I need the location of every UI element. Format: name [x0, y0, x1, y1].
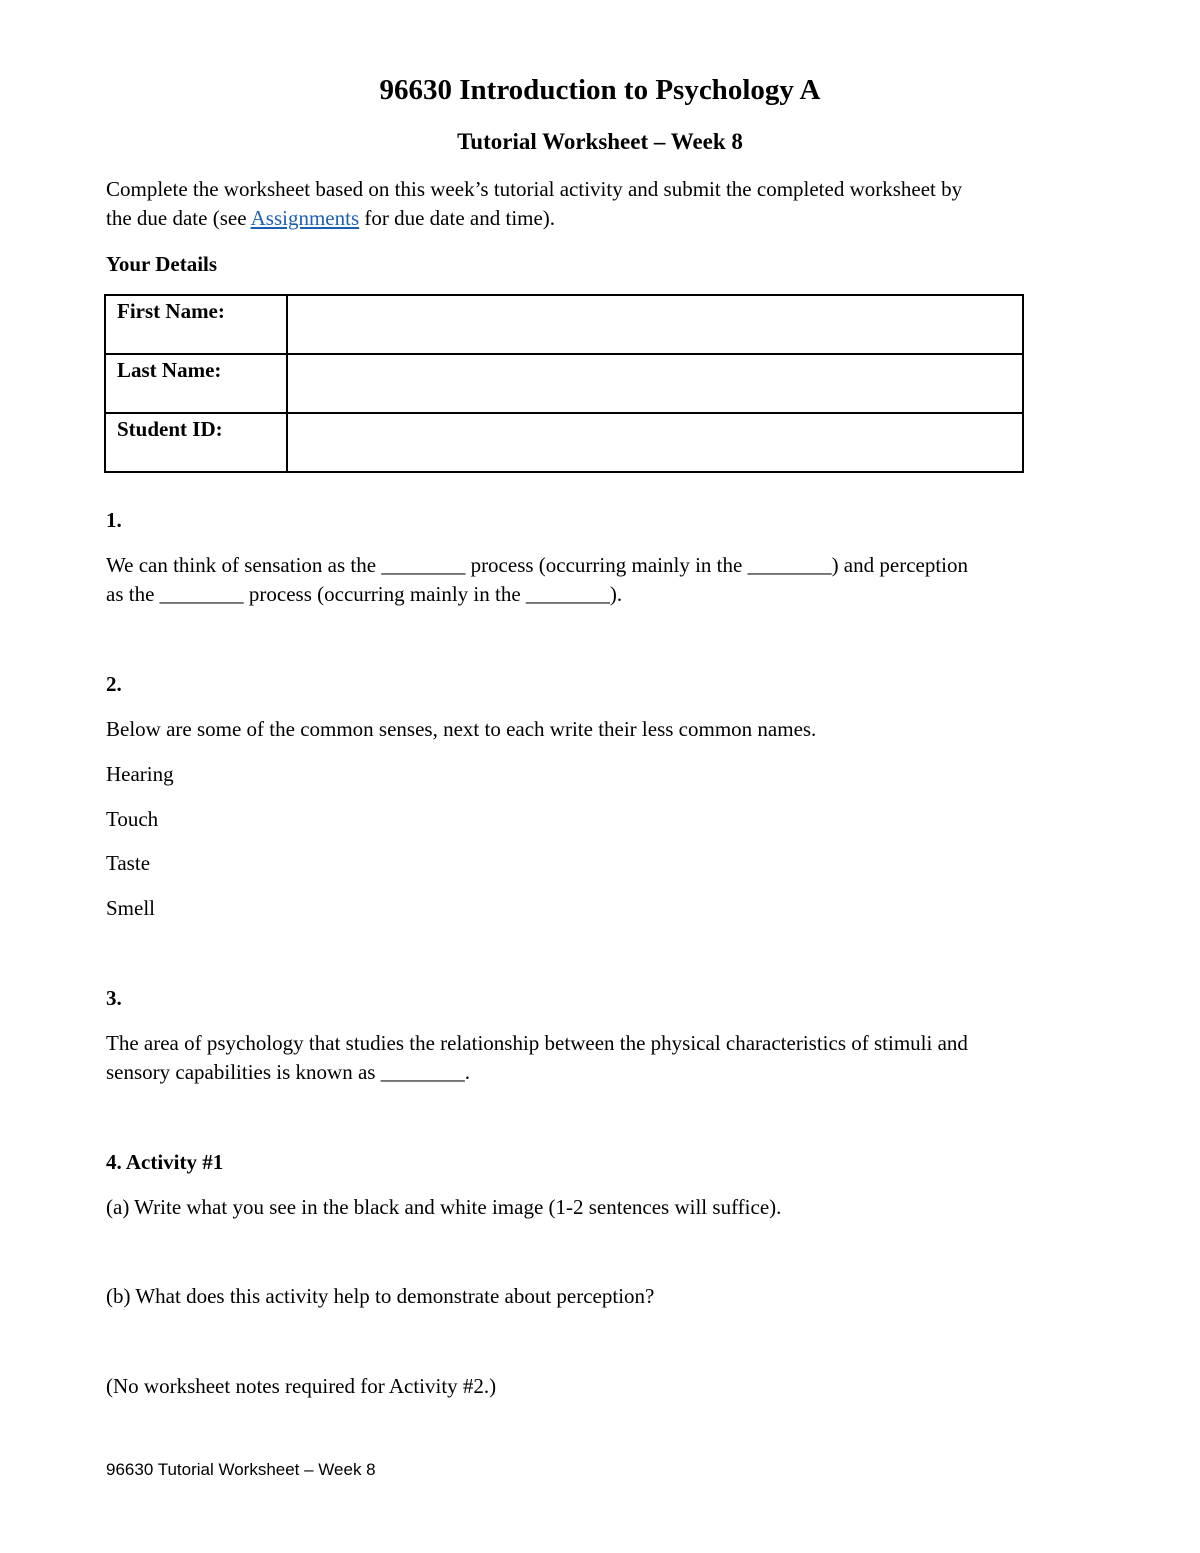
- page-title: 96630 Introduction to Psychology A: [379, 74, 821, 106]
- intro-line-1: Complete the worksheet based on this week’s tutorial activity and submit the completed worksheet by: [106, 177, 963, 201]
- question-4-heading: 4. Activity #1: [106, 1150, 224, 1174]
- question-3-line-1: The area of psychology that studies the relationship between the physical characteristics of stimuli and: [106, 1031, 968, 1055]
- question-2-prompt: Below are some of the common senses, next to each write their less common names.: [106, 717, 817, 741]
- question-1-line-2: as the ________ process (occurring mainly in the ________).: [106, 582, 623, 606]
- intro-line-2: [106, 205, 555, 232]
- sense-touch: Touch: [106, 807, 159, 831]
- table-row: [105, 295, 1023, 354]
- question-4-part-b: (b) What does this activity help to demonstrate about perception?: [106, 1284, 655, 1308]
- question-1-line-1: We can think of sensation as the ________ process (occurring mainly in the ________) and perception: [106, 553, 969, 577]
- first-name-label: First Name:: [105, 295, 287, 354]
- last-name-label: Last Name:: [105, 354, 287, 413]
- student-id-label: Student ID:: [105, 413, 287, 472]
- first-name-field[interactable]: [287, 295, 1023, 354]
- assignments-link[interactable]: Assignments: [250, 206, 360, 230]
- question-4-part-a: (a) Write what you see in the black and white image (1-2 sentences will suffice).: [106, 1195, 782, 1219]
- activity-2-note: (No worksheet notes required for Activity #2.): [106, 1374, 497, 1398]
- intro-text-before: the due date (see: [106, 206, 251, 230]
- sense-hearing: Hearing: [106, 762, 174, 786]
- table-row: [105, 354, 1023, 413]
- details-heading: Your Details: [106, 252, 218, 276]
- sense-smell: Smell: [106, 896, 156, 920]
- table-row: [105, 413, 1023, 472]
- sense-taste: Taste: [106, 851, 151, 875]
- page-subtitle: Tutorial Worksheet – Week 8: [457, 129, 743, 154]
- question-1-number: 1.: [106, 508, 122, 532]
- student-id-field[interactable]: [287, 413, 1023, 472]
- page-footer: 96630 Tutorial Worksheet – Week 8: [106, 1460, 376, 1479]
- question-2-number: 2.: [106, 672, 122, 696]
- question-3-line-2: sensory capabilities is known as ________.: [106, 1060, 470, 1084]
- question-3-number: 3.: [106, 986, 122, 1010]
- intro-text-after: for due date and time).: [359, 206, 556, 230]
- last-name-field[interactable]: [287, 354, 1023, 413]
- details-table: [104, 294, 1024, 473]
